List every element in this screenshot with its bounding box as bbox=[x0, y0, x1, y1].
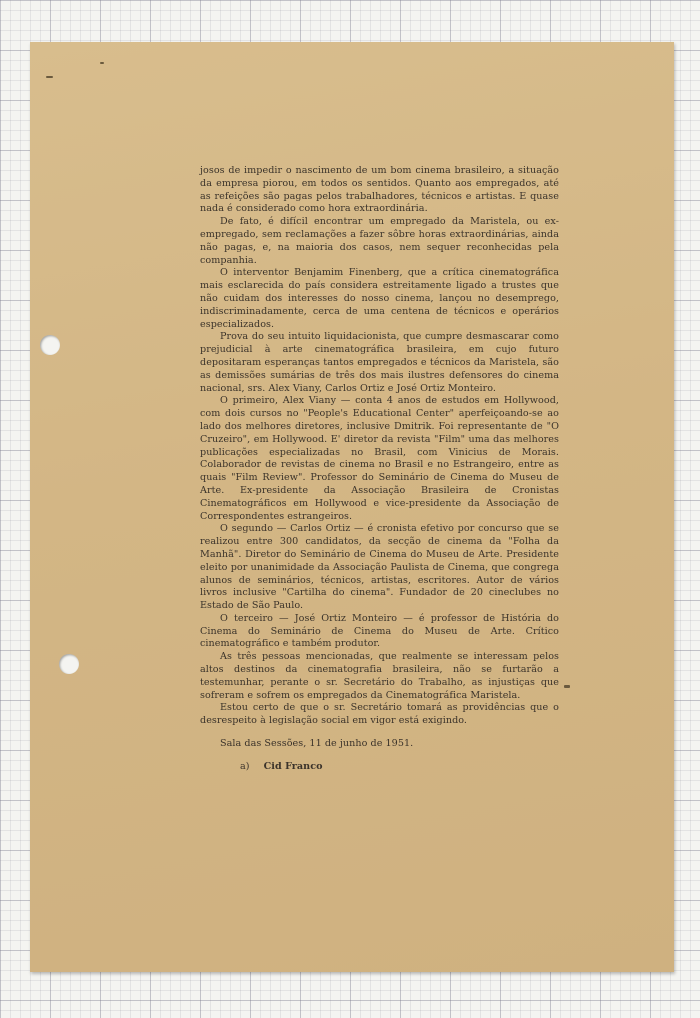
document-page bbox=[30, 42, 674, 972]
closing-line: Sala das Sessões, 11 de junho de 1951. bbox=[220, 738, 414, 750]
paper-speck bbox=[100, 62, 104, 64]
punch-hole bbox=[59, 654, 79, 674]
paragraph: josos de impedir o nascimento de um bom cinema brasileiro, a situação da empresa piorou, em todos os sentidos. Quanto aos empregados, até as refeições são pagas pelos trabalhadores, técnicos e artistas. E quase nada é considerado como hora extraordinária. bbox=[200, 165, 559, 215]
paragraph: O interventor Benjamim Finenberg, que a crítica cinematográfica mais esclarecida do país considera estreitamente ligado a trustes que não cuidam dos interesses do nosso cinema, lançou no desemprego, indiscriminadamente, cerca de uma centena de técnicos e operários especializados. bbox=[200, 267, 559, 330]
signature-name: Cid Franco bbox=[263, 760, 323, 772]
paragraph: De fato, é difícil encontrar um empregado da Maristela, ou ex-empregado, sem reclamações a fazer sôbre horas extraordinárias, ainda não pagas, e, na maioria dos casos, nem sequer reconhecidas pela companhia. bbox=[200, 216, 559, 266]
paragraph: O terceiro — José Ortiz Monteiro — é professor de História do Cinema do Seminário de Cinema do Museu de Arte. Crítico cinematográfico e também produtor. bbox=[200, 612, 559, 650]
signature-prefix: a) bbox=[240, 760, 250, 772]
paragraph: O primeiro, Alex Viany — conta 4 anos de estudos em Hollywood, com dois cursos no "People's Educational Center" aperfeiçoando-se ao lado dos melhores diretores, inclusive Dmitrik. Foi representante de "O Cruzeiro", em Hollywood. E' diretor da revista "Film" uma das melhores publicações especializadas no Brasil, com Vinicius de Morais. Colaborador de revistas de cinema no Brasil e no Estrangeiro, entre as quais "Film Review". Professor do Seminário de Cinema do Museu de Arte. Ex-presidente da Associação Brasileira de Cronistas Cinematográficos em Hollywood e vice-presidente da Associação de Correspondentes estrangeiros. bbox=[200, 395, 559, 522]
paper-speck bbox=[46, 76, 53, 78]
punch-hole bbox=[40, 335, 60, 355]
paragraph: O segundo — Carlos Ortiz — é cronista efetivo por concurso que se realizou entre 300 candidatos, da secção de cinema da "Folha da Manhã". Diretor do Seminário de Cinema do Museu de Arte. Presidente eleito por unanimidade da Associação Paulista de Cinema, que congrega alunos de seminários, técnicos, artistas, escritores. Autor de vários livros inclusive "Cartilha do cinema". Fundador de 20 cineclubes no Estado de São Paulo. bbox=[200, 523, 559, 612]
paragraph: Prova do seu intuito liquidacionista, que cumpre desmascarar como prejudicial à arte cinematográfica brasileira, em cujo futuro depositaram esperanças tantos empregados e técnicos da Maristela, são as demissões sumárias de três dos mais ilustres defensores do cinema nacional, srs. Alex Viany, Carlos Ortiz e José Ortiz Monteiro. bbox=[200, 331, 559, 394]
document-body bbox=[200, 165, 559, 774]
paragraph: As três pessoas mencionadas, que realmente se interessam pelos altos destinos da cinematografia brasileira, não se furtarão a testemunhar, perante o sr. Secretário do Trabalho, as injustiças que sofreram e sofrem os empregados da Cinematográfica Maristela. bbox=[200, 651, 559, 701]
signature-line bbox=[200, 761, 559, 774]
paragraph: Estou certo de que o sr. Secretário tomará as providências que o desrespeito à legislação social em vigor está exigindo. bbox=[200, 702, 559, 727]
paper-speck bbox=[564, 685, 570, 688]
